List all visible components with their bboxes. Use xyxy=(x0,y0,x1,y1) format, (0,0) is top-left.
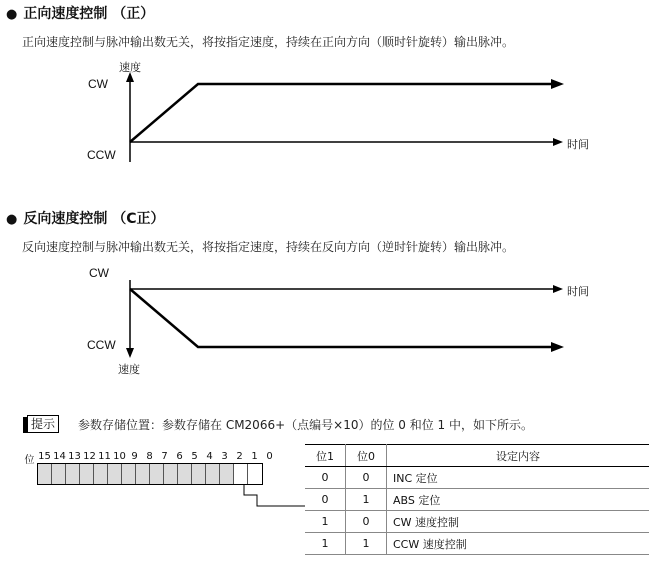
bit-number: 3 xyxy=(221,451,228,462)
cell-bit0: 0 xyxy=(346,511,387,533)
register-bit-cell xyxy=(220,464,234,484)
register-bit-cell xyxy=(192,464,206,484)
bit-number: 5 xyxy=(191,451,198,462)
cw-label: CW xyxy=(88,77,108,91)
register-cells xyxy=(37,463,263,485)
y-axis-arrow-icon xyxy=(126,348,134,358)
register-bit-cell xyxy=(80,464,94,484)
y-axis-label: 速度 xyxy=(119,61,141,74)
cw-label: CW xyxy=(89,266,109,280)
register-bit-cell xyxy=(150,464,164,484)
cell-bit0: 1 xyxy=(346,533,387,555)
register-bit-cell-0 xyxy=(248,464,262,484)
cell-setting: INC 定位 xyxy=(387,467,650,489)
bit-number: 15 xyxy=(38,451,51,462)
register-bit-cell xyxy=(38,464,52,484)
header-bit1: 位1 xyxy=(305,445,346,467)
bit-number: 6 xyxy=(176,451,183,462)
ccw-label: CCW xyxy=(87,148,116,162)
bit-number: 7 xyxy=(161,451,168,462)
cell-setting: CW 速度控制 xyxy=(387,511,650,533)
register-prefix: 位 xyxy=(24,455,35,466)
table-row xyxy=(305,533,649,555)
register-bit-cell xyxy=(136,464,150,484)
section1-description: 正向速度控制与脉冲输出数无关，将按指定速度，持续在正向方向（顺时针旋转）输出脉冲。 xyxy=(22,35,515,49)
section2-title: ● 反向速度控制 （C正） xyxy=(6,211,165,227)
tip-text: 参数存储位置：参数存储在 CM2066+（点编号×10）的位 0 和位 1 中，如下所示。 xyxy=(78,418,533,432)
cell-bit0: 1 xyxy=(346,489,387,511)
cell-setting: CCW 速度控制 xyxy=(387,533,650,555)
register-bit-cell xyxy=(206,464,220,484)
section1-title: ● 正向速度控制 （正） xyxy=(6,6,155,22)
bit-settings-table xyxy=(305,444,649,555)
table-row xyxy=(305,489,649,511)
bit-number: 2 xyxy=(236,451,243,462)
section2-description: 反向速度控制与脉冲输出数无关，将按指定速度，持续在反向方向（逆时针旋转）输出脉冲。 xyxy=(22,240,515,254)
table-row xyxy=(305,511,649,533)
register-bit-cell xyxy=(108,464,122,484)
register-bit-cell xyxy=(178,464,192,484)
header-bit0: 位0 xyxy=(346,445,387,467)
register-bit-cell xyxy=(164,464,178,484)
bit-number: 14 xyxy=(53,451,66,462)
bit-number: 11 xyxy=(98,451,111,462)
bit-number: 13 xyxy=(68,451,81,462)
bit-number: 1 xyxy=(251,451,258,462)
bullet-icon: ● xyxy=(6,7,18,22)
y-axis-label: 速度 xyxy=(118,363,140,376)
bit-number: 8 xyxy=(146,451,153,462)
cell-bit1: 1 xyxy=(305,533,346,555)
cell-bit1: 1 xyxy=(305,511,346,533)
speed-profile-arrow-icon xyxy=(551,342,564,352)
register-bit-cell xyxy=(52,464,66,484)
bit-number: 9 xyxy=(131,451,138,462)
ccw-label: CCW xyxy=(87,338,116,352)
register-bit-cell xyxy=(66,464,80,484)
bit-number: 10 xyxy=(113,451,126,462)
speed-profile-line xyxy=(130,289,555,347)
cell-bit1: 0 xyxy=(305,489,346,511)
tip-badge: 提示 xyxy=(27,415,59,433)
cell-bit1: 0 xyxy=(305,467,346,489)
table-header-row xyxy=(305,445,649,467)
x-axis-arrow-icon xyxy=(553,285,563,293)
bit-number: 4 xyxy=(206,451,213,462)
register-bit-cell xyxy=(122,464,136,484)
header-setting: 设定内容 xyxy=(387,445,650,467)
register-connector-line xyxy=(244,484,305,506)
cell-setting: ABS 定位 xyxy=(387,489,650,511)
cell-bit0: 0 xyxy=(346,467,387,489)
x-axis-label: 时间 xyxy=(567,285,589,298)
x-axis-label: 时间 xyxy=(567,138,589,151)
bullet-icon: ● xyxy=(6,212,18,227)
register-bit-cell xyxy=(94,464,108,484)
register-bit-cell-1 xyxy=(234,464,248,484)
table-row xyxy=(305,467,649,489)
bit-number: 12 xyxy=(83,451,96,462)
bit-number: 0 xyxy=(266,451,273,462)
